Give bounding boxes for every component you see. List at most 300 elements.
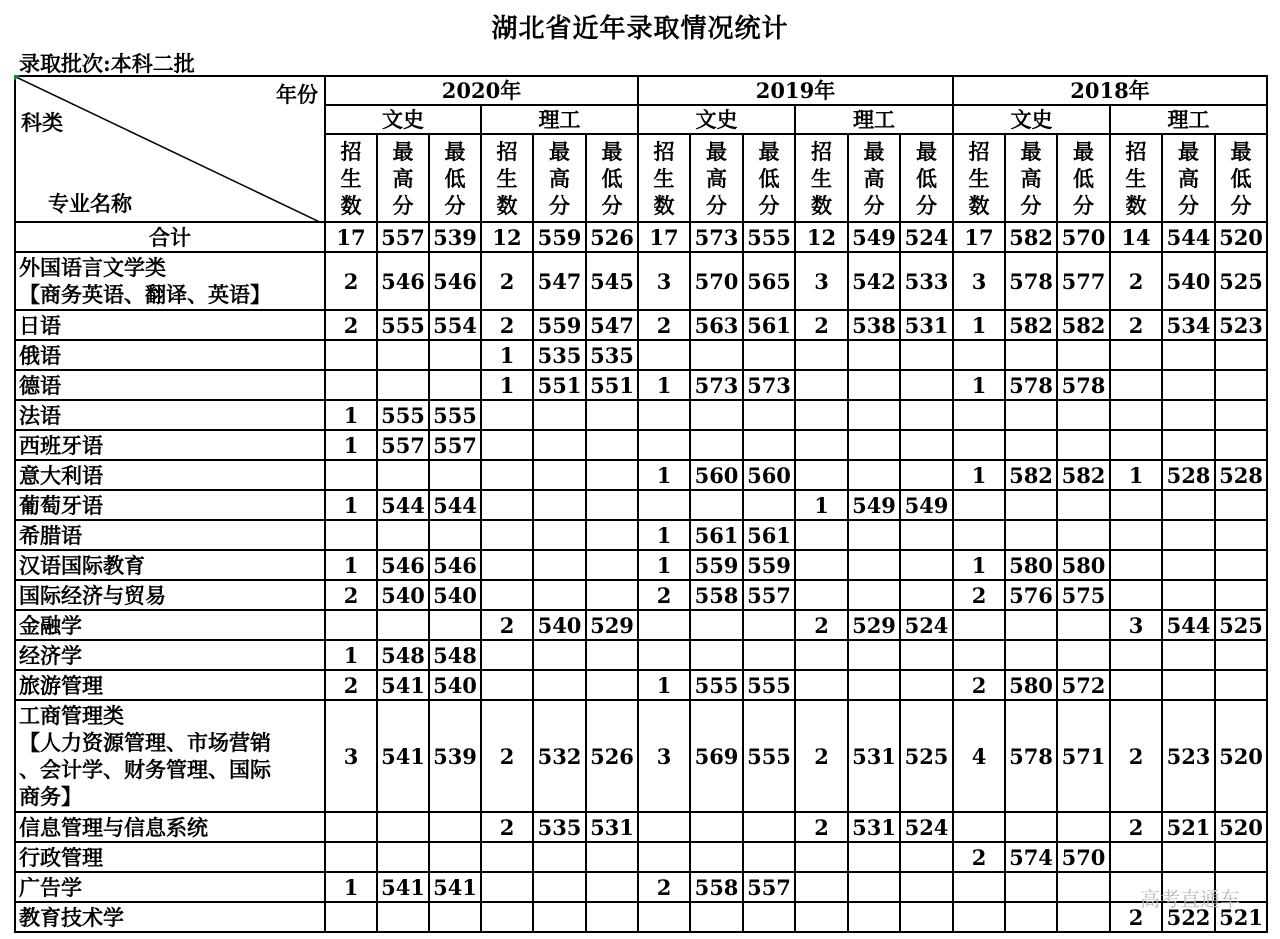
value-cell: 551 bbox=[533, 370, 586, 400]
value-cell: 548 bbox=[377, 640, 429, 670]
table-row bbox=[15, 640, 1267, 670]
value-cell: 570 bbox=[690, 252, 743, 310]
value-cell: 577 bbox=[1057, 252, 1110, 310]
value-cell: 540 bbox=[429, 580, 481, 610]
value-cell bbox=[1215, 340, 1267, 370]
value-cell bbox=[586, 670, 638, 700]
value-cell: 4 bbox=[953, 700, 1005, 812]
value-cell: 1 bbox=[481, 370, 533, 400]
value-cell bbox=[900, 340, 953, 370]
value-cell bbox=[795, 550, 848, 580]
value-cell bbox=[795, 460, 848, 490]
value-cell: 544 bbox=[429, 490, 481, 520]
value-cell bbox=[1110, 842, 1162, 872]
value-cell: 2 bbox=[638, 310, 690, 340]
major-name-cell bbox=[15, 700, 325, 812]
value-cell: 546 bbox=[377, 550, 429, 580]
value-cell bbox=[586, 400, 638, 430]
value-cell bbox=[1215, 430, 1267, 460]
value-cell bbox=[900, 640, 953, 670]
value-cell: 17 bbox=[325, 222, 377, 252]
value-cell bbox=[1057, 400, 1110, 430]
value-cell: 546 bbox=[377, 252, 429, 310]
column-header-label: 招生数 bbox=[340, 138, 362, 218]
page-title: 湖北省近年录取情况统计 bbox=[491, 14, 789, 44]
value-cell: 535 bbox=[586, 340, 638, 370]
value-cell bbox=[795, 370, 848, 400]
value-cell bbox=[481, 580, 533, 610]
value-cell: 542 bbox=[848, 252, 900, 310]
value-cell: 533 bbox=[900, 252, 953, 310]
value-cell bbox=[1215, 842, 1267, 872]
value-cell bbox=[1110, 640, 1162, 670]
category-axis-label: 科类 bbox=[21, 110, 63, 135]
value-cell bbox=[690, 610, 743, 640]
value-cell bbox=[1005, 490, 1057, 520]
value-cell bbox=[1005, 340, 1057, 370]
value-cell: 582 bbox=[1057, 460, 1110, 490]
value-cell bbox=[638, 340, 690, 370]
major-axis-label: 专业名称 bbox=[48, 191, 132, 216]
value-cell: 540 bbox=[377, 580, 429, 610]
column-header bbox=[1215, 134, 1267, 222]
major-name-cell bbox=[15, 400, 325, 430]
column-header-label: 招生数 bbox=[810, 138, 832, 218]
table-row bbox=[15, 872, 1267, 902]
value-cell bbox=[429, 520, 481, 550]
major-name-line: 广告学 bbox=[19, 874, 82, 900]
column-header-label: 招生数 bbox=[1125, 138, 1147, 218]
value-cell: 1 bbox=[953, 460, 1005, 490]
value-cell: 3 bbox=[1110, 610, 1162, 640]
value-cell: 582 bbox=[1005, 222, 1057, 252]
value-cell: 545 bbox=[586, 252, 638, 310]
value-cell: 1 bbox=[638, 460, 690, 490]
value-cell bbox=[638, 902, 690, 932]
value-cell: 1 bbox=[638, 670, 690, 700]
value-cell bbox=[743, 902, 795, 932]
major-name-cell bbox=[15, 460, 325, 490]
value-cell: 1 bbox=[638, 550, 690, 580]
value-cell: 1 bbox=[325, 400, 377, 430]
value-cell: 2 bbox=[1110, 700, 1162, 812]
value-cell: 2 bbox=[638, 872, 690, 902]
value-cell: 2 bbox=[1110, 812, 1162, 842]
value-cell bbox=[743, 430, 795, 460]
value-cell bbox=[743, 610, 795, 640]
value-cell bbox=[586, 550, 638, 580]
value-cell bbox=[325, 610, 377, 640]
value-cell: 573 bbox=[743, 370, 795, 400]
value-cell bbox=[953, 400, 1005, 430]
major-name-cell bbox=[15, 520, 325, 550]
value-cell: 569 bbox=[690, 700, 743, 812]
value-cell bbox=[325, 902, 377, 932]
value-cell bbox=[1162, 550, 1215, 580]
value-cell bbox=[848, 842, 900, 872]
value-cell: 555 bbox=[429, 400, 481, 430]
value-cell bbox=[743, 640, 795, 670]
year-header: 2020年 bbox=[325, 76, 638, 105]
major-name-line: 教育技术学 bbox=[19, 904, 124, 930]
value-cell bbox=[481, 842, 533, 872]
value-cell: 555 bbox=[377, 400, 429, 430]
column-header-label: 招生数 bbox=[496, 138, 518, 218]
column-header bbox=[1057, 134, 1110, 222]
value-cell bbox=[795, 640, 848, 670]
value-cell: 3 bbox=[638, 700, 690, 812]
major-name-line: 工商管理类 bbox=[19, 703, 124, 728]
value-cell: 2 bbox=[1110, 902, 1162, 932]
value-cell bbox=[1057, 430, 1110, 460]
value-cell: 2 bbox=[325, 310, 377, 340]
table-row bbox=[15, 400, 1267, 430]
value-cell: 524 bbox=[900, 812, 953, 842]
value-cell bbox=[690, 340, 743, 370]
value-cell: 1 bbox=[953, 550, 1005, 580]
major-name-cell bbox=[15, 640, 325, 670]
track-header: 理工 bbox=[481, 105, 638, 134]
table-row bbox=[15, 460, 1267, 490]
value-cell: 521 bbox=[1215, 902, 1267, 932]
value-cell: 573 bbox=[690, 222, 743, 252]
value-cell: 2 bbox=[953, 580, 1005, 610]
value-cell bbox=[533, 400, 586, 430]
value-cell: 2 bbox=[481, 700, 533, 812]
major-name-cell bbox=[15, 842, 325, 872]
major-name-line: 法语 bbox=[19, 402, 61, 428]
value-cell bbox=[1057, 812, 1110, 842]
value-cell: 2 bbox=[795, 812, 848, 842]
value-cell bbox=[1110, 580, 1162, 610]
value-cell bbox=[1162, 640, 1215, 670]
value-cell: 2 bbox=[325, 580, 377, 610]
value-cell bbox=[795, 842, 848, 872]
column-header-label: 最高分 bbox=[548, 138, 570, 218]
value-cell bbox=[586, 430, 638, 460]
value-cell bbox=[953, 812, 1005, 842]
table-row bbox=[15, 812, 1267, 842]
value-cell: 12 bbox=[481, 222, 533, 252]
table-row bbox=[15, 222, 1267, 252]
value-cell bbox=[1005, 520, 1057, 550]
value-cell bbox=[1215, 550, 1267, 580]
value-cell bbox=[638, 640, 690, 670]
value-cell bbox=[900, 370, 953, 400]
value-cell bbox=[1162, 580, 1215, 610]
major-name-line: 外国语言文学类 bbox=[19, 255, 166, 280]
value-cell bbox=[1162, 340, 1215, 370]
track-header: 理工 bbox=[1110, 105, 1267, 134]
value-cell bbox=[1215, 580, 1267, 610]
major-name-line: 信息管理与信息系统 bbox=[19, 814, 208, 840]
value-cell bbox=[377, 812, 429, 842]
value-cell: 541 bbox=[429, 872, 481, 902]
value-cell: 580 bbox=[1005, 670, 1057, 700]
value-cell bbox=[638, 842, 690, 872]
major-name-line: 希腊语 bbox=[19, 522, 82, 548]
track-header: 理工 bbox=[795, 105, 953, 134]
value-cell: 531 bbox=[586, 812, 638, 842]
major-name-line: 日语 bbox=[19, 312, 61, 338]
value-cell: 559 bbox=[533, 310, 586, 340]
value-cell bbox=[1057, 520, 1110, 550]
value-cell bbox=[586, 640, 638, 670]
value-cell: 2 bbox=[481, 812, 533, 842]
value-cell: 558 bbox=[690, 580, 743, 610]
value-cell: 526 bbox=[586, 700, 638, 812]
value-cell: 1 bbox=[638, 520, 690, 550]
value-cell: 554 bbox=[429, 310, 481, 340]
value-cell bbox=[1005, 640, 1057, 670]
value-cell bbox=[1057, 872, 1110, 902]
value-cell: 575 bbox=[1057, 580, 1110, 610]
value-cell bbox=[900, 580, 953, 610]
column-header-label: 最高分 bbox=[705, 138, 727, 218]
major-name-cell bbox=[15, 902, 325, 932]
column-header-label: 招生数 bbox=[653, 138, 675, 218]
column-header-label: 最低分 bbox=[915, 138, 937, 218]
value-cell bbox=[1110, 550, 1162, 580]
value-cell: 561 bbox=[743, 520, 795, 550]
value-cell: 555 bbox=[743, 700, 795, 812]
major-name-line: 汉语国际教育 bbox=[19, 552, 145, 578]
value-cell bbox=[481, 902, 533, 932]
value-cell bbox=[638, 812, 690, 842]
value-cell: 555 bbox=[743, 670, 795, 700]
value-cell bbox=[690, 400, 743, 430]
value-cell bbox=[1057, 490, 1110, 520]
column-header-label: 最高分 bbox=[863, 138, 885, 218]
major-name-cell bbox=[15, 370, 325, 400]
value-cell: 2 bbox=[795, 310, 848, 340]
major-name-line: 【商务英语、翻译、英语】 bbox=[19, 282, 271, 307]
value-cell: 572 bbox=[1057, 670, 1110, 700]
value-cell bbox=[795, 520, 848, 550]
column-header bbox=[429, 134, 481, 222]
value-cell bbox=[533, 550, 586, 580]
value-cell: 3 bbox=[795, 252, 848, 310]
value-cell bbox=[900, 400, 953, 430]
value-cell: 1 bbox=[481, 340, 533, 370]
column-header-label: 最高分 bbox=[1177, 138, 1199, 218]
value-cell: 1 bbox=[325, 430, 377, 460]
value-cell bbox=[586, 842, 638, 872]
value-cell: 558 bbox=[690, 872, 743, 902]
table-row bbox=[15, 670, 1267, 700]
value-cell bbox=[1162, 520, 1215, 550]
value-cell bbox=[795, 902, 848, 932]
value-cell bbox=[533, 842, 586, 872]
major-name-line: 商务】 bbox=[19, 784, 82, 809]
value-cell bbox=[1057, 610, 1110, 640]
value-cell bbox=[481, 872, 533, 902]
value-cell: 523 bbox=[1162, 700, 1215, 812]
major-name-cell bbox=[15, 580, 325, 610]
value-cell: 547 bbox=[586, 310, 638, 340]
table-row bbox=[15, 842, 1267, 872]
value-cell bbox=[1162, 842, 1215, 872]
value-cell: 544 bbox=[1162, 222, 1215, 252]
column-header-label: 最低分 bbox=[1072, 138, 1094, 218]
value-cell bbox=[586, 872, 638, 902]
column-header-label: 最低分 bbox=[758, 138, 780, 218]
value-cell: 524 bbox=[900, 610, 953, 640]
value-cell: 2 bbox=[638, 580, 690, 610]
value-cell bbox=[900, 902, 953, 932]
value-cell: 528 bbox=[1162, 460, 1215, 490]
value-cell: 520 bbox=[1215, 812, 1267, 842]
value-cell bbox=[1057, 640, 1110, 670]
major-name-line: 、会计学、财务管理、国际 bbox=[19, 757, 271, 782]
value-cell bbox=[533, 430, 586, 460]
column-header bbox=[638, 134, 690, 222]
value-cell: 2 bbox=[325, 670, 377, 700]
value-cell bbox=[1162, 670, 1215, 700]
value-cell bbox=[429, 340, 481, 370]
value-cell: 531 bbox=[900, 310, 953, 340]
column-header bbox=[743, 134, 795, 222]
value-cell: 17 bbox=[638, 222, 690, 252]
value-cell bbox=[429, 610, 481, 640]
value-cell bbox=[690, 490, 743, 520]
value-cell bbox=[586, 520, 638, 550]
value-cell: 555 bbox=[743, 222, 795, 252]
column-header bbox=[377, 134, 429, 222]
value-cell bbox=[953, 430, 1005, 460]
value-cell: 563 bbox=[690, 310, 743, 340]
value-cell: 549 bbox=[900, 490, 953, 520]
header-diagonal-cell bbox=[15, 76, 325, 222]
value-cell: 541 bbox=[377, 872, 429, 902]
value-cell bbox=[743, 400, 795, 430]
value-cell: 3 bbox=[638, 252, 690, 310]
major-name-cell bbox=[15, 252, 325, 310]
value-cell: 547 bbox=[533, 252, 586, 310]
value-cell: 520 bbox=[1215, 700, 1267, 812]
value-cell bbox=[1215, 640, 1267, 670]
value-cell bbox=[900, 430, 953, 460]
value-cell bbox=[325, 812, 377, 842]
value-cell: 3 bbox=[325, 700, 377, 812]
value-cell bbox=[900, 520, 953, 550]
value-cell bbox=[377, 520, 429, 550]
value-cell: 3 bbox=[953, 252, 1005, 310]
value-cell bbox=[1215, 670, 1267, 700]
value-cell: 1 bbox=[325, 490, 377, 520]
value-cell: 570 bbox=[1057, 842, 1110, 872]
value-cell: 570 bbox=[1057, 222, 1110, 252]
major-name-cell bbox=[15, 222, 325, 252]
column-header-label: 最低分 bbox=[1230, 138, 1252, 218]
value-cell: 1 bbox=[325, 550, 377, 580]
value-cell bbox=[1215, 490, 1267, 520]
table-row bbox=[15, 370, 1267, 400]
value-cell: 1 bbox=[1110, 460, 1162, 490]
value-cell: 546 bbox=[429, 252, 481, 310]
track-header: 文史 bbox=[953, 105, 1110, 134]
value-cell: 539 bbox=[429, 222, 481, 252]
value-cell bbox=[586, 902, 638, 932]
major-name-cell bbox=[15, 310, 325, 340]
value-cell: 523 bbox=[1215, 310, 1267, 340]
value-cell: 574 bbox=[1005, 842, 1057, 872]
value-cell bbox=[429, 812, 481, 842]
year-header: 2019年 bbox=[638, 76, 953, 105]
value-cell bbox=[953, 640, 1005, 670]
value-cell: 541 bbox=[377, 700, 429, 812]
table-row bbox=[15, 310, 1267, 340]
value-cell bbox=[795, 400, 848, 430]
value-cell: 555 bbox=[690, 670, 743, 700]
table-row bbox=[15, 550, 1267, 580]
value-cell bbox=[377, 460, 429, 490]
value-cell bbox=[1110, 430, 1162, 460]
value-cell: 578 bbox=[1057, 370, 1110, 400]
column-header bbox=[325, 134, 377, 222]
value-cell bbox=[848, 550, 900, 580]
value-cell: 559 bbox=[533, 222, 586, 252]
table-row bbox=[15, 520, 1267, 550]
major-name-line: 【人力资源管理、市场营销 bbox=[19, 730, 271, 755]
table-row bbox=[15, 610, 1267, 640]
table-row bbox=[15, 902, 1267, 932]
value-cell bbox=[953, 520, 1005, 550]
value-cell: 529 bbox=[848, 610, 900, 640]
value-cell: 531 bbox=[848, 812, 900, 842]
value-cell: 538 bbox=[848, 310, 900, 340]
value-cell bbox=[638, 400, 690, 430]
value-cell: 582 bbox=[1005, 310, 1057, 340]
value-cell bbox=[900, 550, 953, 580]
value-cell: 528 bbox=[1215, 460, 1267, 490]
major-name-cell bbox=[15, 430, 325, 460]
value-cell bbox=[690, 640, 743, 670]
value-cell bbox=[533, 580, 586, 610]
value-cell bbox=[638, 430, 690, 460]
corner-mark bbox=[14, 75, 20, 81]
value-cell: 544 bbox=[1162, 610, 1215, 640]
value-cell bbox=[848, 520, 900, 550]
value-cell: 525 bbox=[1215, 610, 1267, 640]
value-cell bbox=[953, 872, 1005, 902]
value-cell bbox=[1005, 610, 1057, 640]
value-cell: 540 bbox=[429, 670, 481, 700]
value-cell: 535 bbox=[533, 812, 586, 842]
value-cell: 546 bbox=[429, 550, 481, 580]
value-cell bbox=[533, 460, 586, 490]
value-cell: 576 bbox=[1005, 580, 1057, 610]
major-name-line: 国际经济与贸易 bbox=[19, 582, 166, 608]
watermark: 高考直通车 bbox=[1140, 887, 1240, 911]
major-name-line: 意大利语 bbox=[19, 462, 103, 488]
value-cell bbox=[377, 610, 429, 640]
table-row bbox=[15, 580, 1267, 610]
major-name-line: 金融学 bbox=[19, 612, 82, 638]
value-cell bbox=[377, 902, 429, 932]
value-cell bbox=[481, 400, 533, 430]
value-cell: 2 bbox=[325, 252, 377, 310]
value-cell bbox=[481, 520, 533, 550]
value-cell: 1 bbox=[638, 370, 690, 400]
value-cell: 561 bbox=[690, 520, 743, 550]
column-header-label: 最高分 bbox=[1020, 138, 1042, 218]
value-cell: 557 bbox=[743, 580, 795, 610]
value-cell bbox=[377, 842, 429, 872]
value-cell bbox=[586, 580, 638, 610]
value-cell bbox=[638, 610, 690, 640]
column-header-label: 最低分 bbox=[601, 138, 623, 218]
